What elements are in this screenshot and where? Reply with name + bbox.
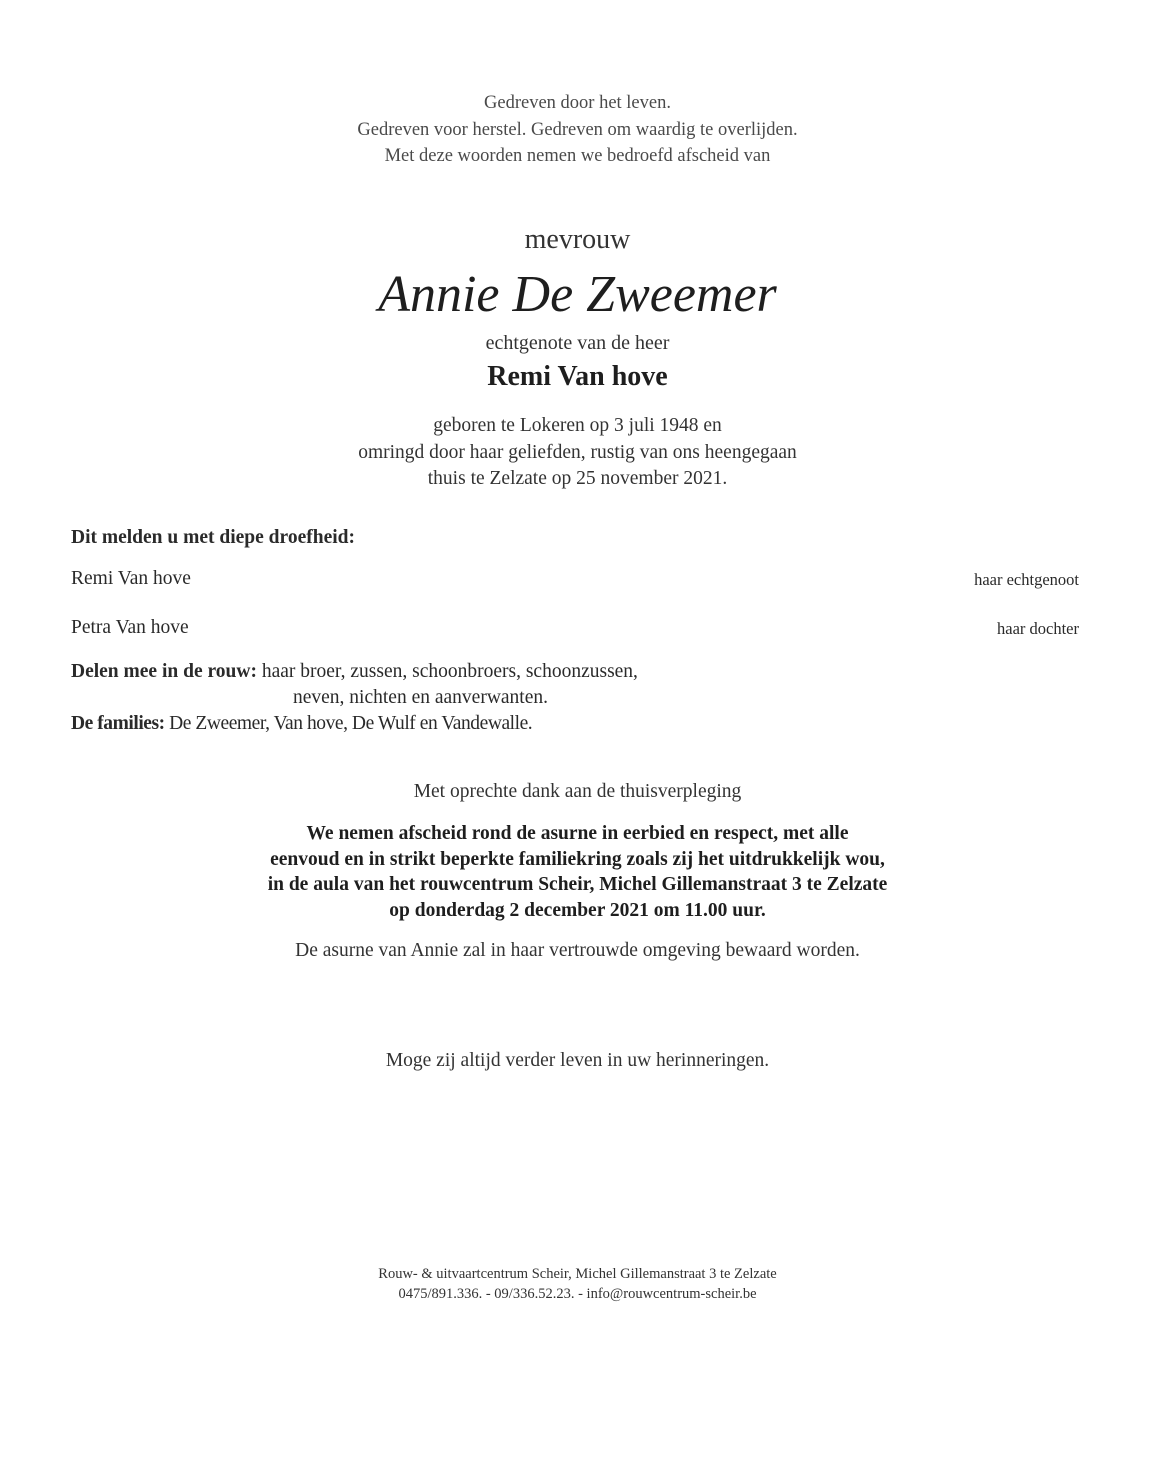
spouse-name: Remi Van hove	[487, 361, 668, 392]
birth-death-details	[0, 413, 1155, 493]
deceased-title: mevrouw	[524, 224, 631, 255]
deceased-name: Annie De Zweemer	[378, 266, 777, 323]
families-text: De Zweemer, Van hove, De Wulf en Vandewalle.	[164, 713, 533, 734]
mourning-label: Delen mee in de rouw:	[71, 661, 257, 682]
ceremony-line-2: eenvoud en in strikt beperkte familiekring zoals zij het uitdrukkelijk wou,	[270, 848, 885, 870]
opening-line-3: Met deze woorden nemen we bedroefd afscheid van	[384, 146, 771, 166]
opening-quote	[0, 90, 1155, 170]
family-member-relation: haar echtgenoot	[974, 570, 1079, 589]
announcement-heading: Dit melden u met diepe droefheid:	[71, 527, 355, 548]
footer-contact: 0475/891.336. - 09/336.52.23. - info@rouwcentrum-scheir.be	[398, 1285, 757, 1302]
closing-text: Moge zij altijd verder leven in uw herinneringen.	[385, 1050, 770, 1071]
mourning-section	[71, 659, 638, 711]
family-member-row	[71, 615, 1079, 641]
family-member-relation: haar dochter	[997, 619, 1079, 638]
families-section	[71, 711, 532, 737]
families-label: De families:	[71, 713, 165, 734]
family-member-row	[71, 566, 1079, 592]
family-member-name: Remi Van hove	[71, 568, 191, 589]
funeral-home-footer	[0, 1265, 1155, 1304]
spouse-label: echtgenote van de heer	[485, 332, 670, 354]
ceremony-line-3: in de aula van het rouwcentrum Scheir, Michel Gillemanstraat 3 te Zelzate	[267, 874, 888, 895]
thanks-text: Met oprechte dank aan de thuisverpleging	[413, 781, 742, 802]
mourning-text-1: haar broer, zussen, schoonbroers, schoonzussen,	[256, 661, 638, 682]
ceremony-line-4: op donderdag 2 december 2021 om 11.00 uur.	[389, 899, 766, 921]
birth-line-2: omringd door haar geliefden, rustig van ons heengegaan	[358, 441, 797, 463]
opening-line-2: Gedreven voor herstel. Gedreven om waardig te overlijden.	[357, 119, 798, 140]
family-member-name: Petra Van hove	[71, 617, 189, 638]
ceremony-line-1: We nemen afscheid rond de asurne in eerbied en respect, met alle	[306, 823, 849, 844]
birth-line-3: thuis te Zelzate op 25 november 2021.	[427, 468, 728, 489]
footer-address: Rouw- & uitvaartcentrum Scheir, Michel Gillemanstraat 3 te Zelzate	[378, 1266, 777, 1282]
opening-line-1: Gedreven door het leven.	[484, 93, 671, 113]
urn-text: De asurne van Annie zal in haar vertrouwde omgeving bewaard worden.	[295, 940, 860, 961]
birth-line-1: geboren te Lokeren op 3 juli 1948 en	[433, 415, 722, 436]
ceremony-details	[0, 821, 1155, 923]
mourning-text-2: neven, nichten en aanverwanten.	[293, 687, 549, 708]
